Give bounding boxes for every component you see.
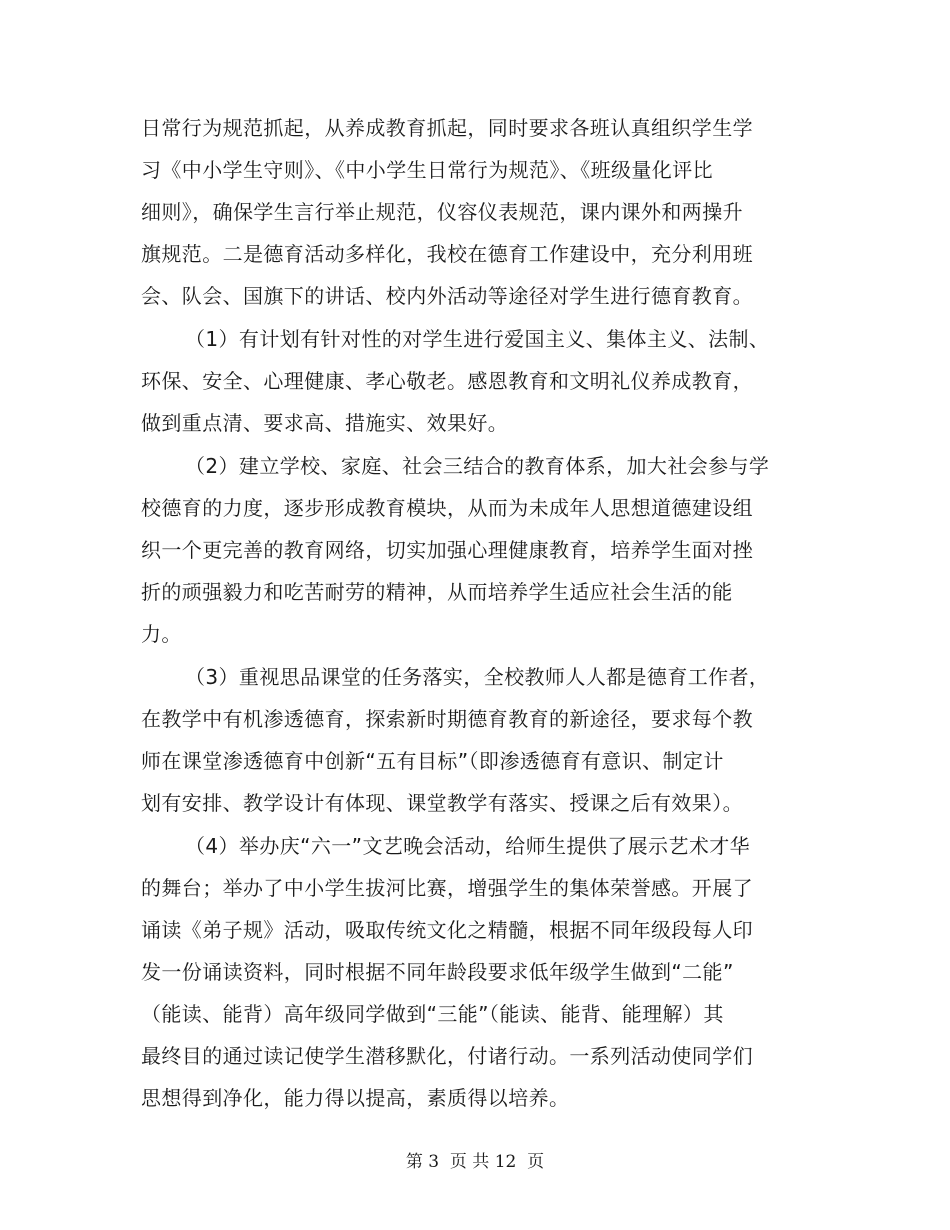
text-line: 最终目的通过读记使学生潜移默化，付诸行动。一系列活动使同学们 [141,1044,753,1068]
text-line: 的舞台；举办了中小学生拔河比赛，增强学生的集体荣誉感。开展了 [141,876,753,900]
text-line: 师在课堂渗透德育中创新“五有目标”（即渗透德育有意识、制定计 [141,749,724,773]
text-line: （3）重视思品课堂的任务落实，全校教师人人都是德育工作者， [185,665,770,689]
text-line: 做到重点清、要求高、措施实、效果好。 [141,411,509,435]
text-line: 习《中小学生守则》、《中小学生日常行为规范》、《班级量化评比 [141,158,713,182]
text-line: 环保、安全、心理健康、孝心敬老。感恩教育和文明礼仪养成教育， [141,369,753,393]
text-line: 日常行为规范抓起，从养成教育抓起，同时要求各班认真组织学生学 [141,116,753,140]
text-line: 校德育的力度，逐步形成教育模块，从而为未成年人思想道德建设组 [141,496,753,520]
text-line: （能读、能背）高年级同学做到“三能”（能读、能背、能理解）其 [141,1002,724,1026]
text-line: 细则》，确保学生言行举止规范，仪容仪表规范，课内课外和两操升 [141,200,743,224]
text-line: 旗规范。二是德育活动多样化，我校在德育工作建设中，充分利用班 [141,242,753,266]
text-line: （4）举办庆“六一”文艺晚会活动，给师生提供了展示艺术才华 [185,834,751,858]
text-line: 在教学中有机渗透德育，探索新时期德育教育的新途径，要求每个教 [141,707,753,731]
text-line: 诵读《弟子规》活动，吸取传统文化之精髓，根据不同年级段每人印 [141,918,753,942]
text-line: 力。 [141,622,182,646]
text-line: 发一份诵读资料，同时根据不同年龄段要求低年级学生做到“二能” [141,960,734,984]
text-line: 划有安排、教学设计有体现、课堂教学有落实、授课之后有效果）。 [141,791,743,815]
text-line: （1）有计划有针对性的对学生进行爱国主义、集体主义、法制、 [185,327,770,351]
text-line: 会、队会、国旗下的讲话、校内外活动等途径对学生进行德育教育。 [141,284,753,308]
text-line: （2）建立学校、家庭、社会三结合的教育体系，加大社会参与学 [185,454,770,478]
text-line: 织一个更完善的教育网络，切实加强心理健康教育，培养学生面对挫 [141,538,753,562]
page-number-footer: 第 3 页 共 12 页 [405,1152,545,1172]
text-line: 折的顽强毅力和吃苦耐劳的精神，从而培养学生适应社会生活的能 [141,580,733,604]
text-line: 思想得到净化，能力得以提高，素质得以培养。 [141,1086,570,1110]
